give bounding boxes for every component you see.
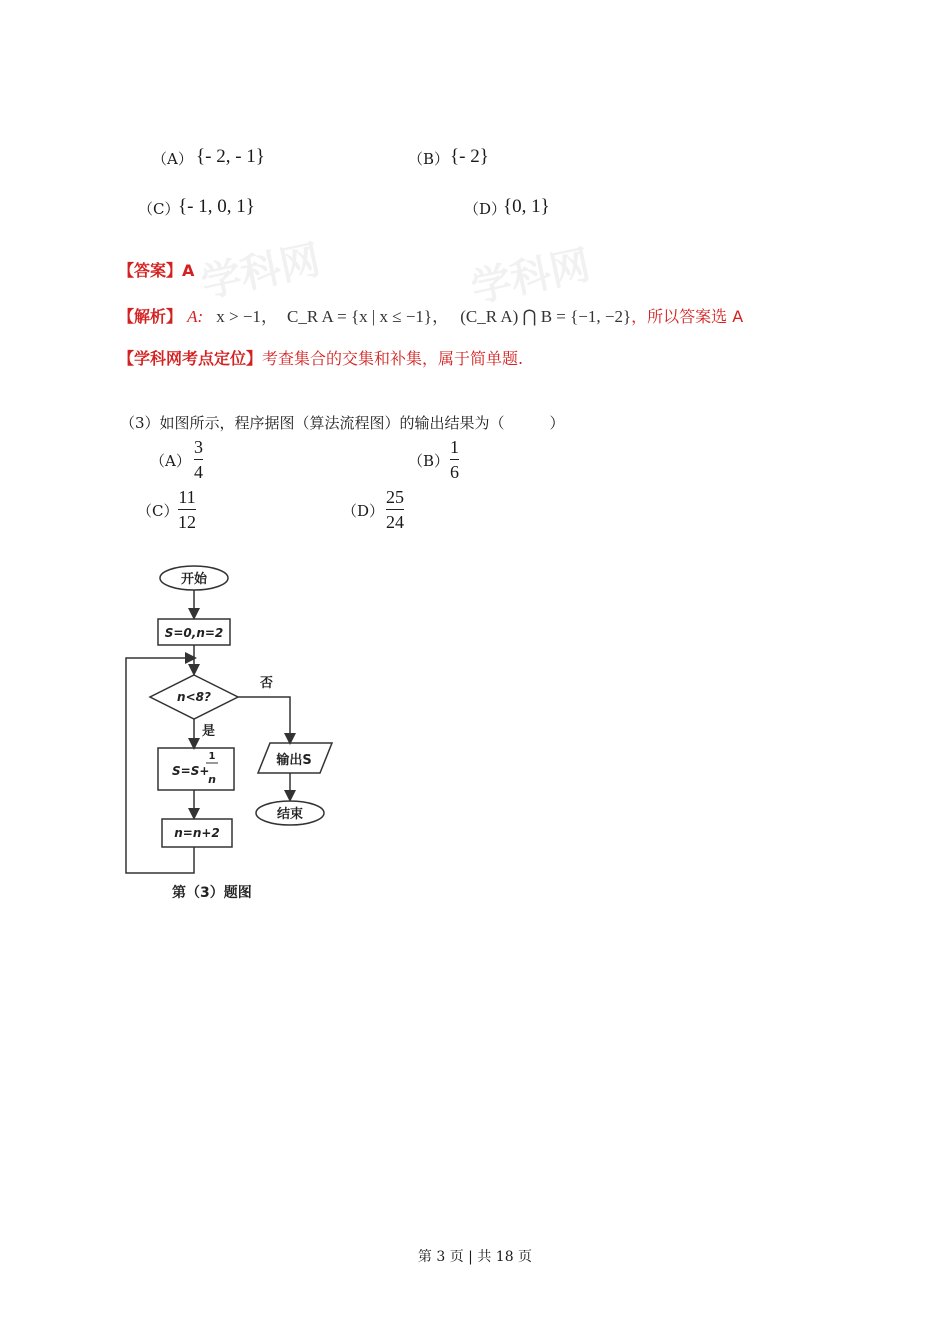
option-d-label: （D）: [464, 200, 507, 218]
flowchart-end-label: 结束: [276, 807, 304, 822]
analysis-expr2: C_R A = {x | x ≤ −1}: [287, 307, 433, 326]
q3-option-b-label: （B）: [408, 452, 450, 470]
watermark: 学科网: [467, 241, 595, 312]
answer-line: [118, 258, 194, 281]
analysis-sep1: ，: [260, 307, 278, 326]
fraction-bar: [386, 509, 404, 510]
flowchart-no-edge: [238, 697, 290, 742]
q3-option-c-label: （C）: [137, 502, 179, 520]
option-b-value: {- 2}: [450, 146, 489, 167]
q3-option-b-num: 1: [450, 437, 459, 457]
fraction-bar: [194, 459, 203, 460]
q3-option-c-num: 11: [178, 487, 196, 507]
answer-value: A: [182, 261, 195, 280]
flowchart-yes-label: 是: [202, 724, 216, 739]
option-a-value: {- 2, - 1}: [196, 146, 265, 167]
q3-option-d-label: （D）: [342, 502, 385, 520]
q3-option-d-num: 25: [386, 487, 404, 507]
kaodian-text: 考查集合的交集和补集，属于简单题.: [262, 349, 524, 368]
flowchart-no-label: 否: [260, 676, 274, 691]
option-a-label: （A）: [152, 150, 193, 168]
answer-tag: 【答案】: [118, 261, 183, 280]
flowchart-caption: 第（3）题图: [172, 885, 252, 901]
q3-option-a-fraction: [194, 436, 203, 483]
q3-option-a-label: （A）: [150, 452, 191, 470]
flowchart-increment-label: n=n+2: [174, 826, 220, 840]
option-c-value: {- 1, 0, 1}: [178, 196, 255, 217]
watermark: 学科网: [197, 236, 325, 307]
flowchart-condition-label: n<8?: [177, 690, 211, 704]
q3-option-c-fraction: [178, 486, 196, 533]
kaodian-line: [118, 346, 523, 369]
analysis-tag: 【解析】: [118, 307, 183, 326]
analysis-expr3: (C_R A) ⋂ B = {−1, −2}: [460, 307, 632, 326]
q3-option-d-den: 24: [386, 512, 404, 532]
q3-option-b-fraction: [450, 436, 459, 483]
analysis-conclusion: ，所以答案选 A: [631, 307, 744, 326]
flowchart-update-s-den: n: [208, 773, 216, 786]
flowchart-start-label: 开始: [180, 572, 208, 587]
q3-option-d-fraction: [386, 486, 404, 533]
fraction-bar: [178, 509, 196, 510]
kaodian-tag: 【学科网考点定位】: [118, 349, 263, 368]
flowchart: [110, 555, 360, 915]
flowchart-output-label: 输出S: [276, 753, 312, 768]
flowchart-update-s-num: 1: [208, 751, 216, 762]
analysis-lead: A:: [187, 307, 204, 326]
q3-option-a-num: 3: [194, 437, 203, 457]
q3-option-c-den: 12: [178, 512, 196, 532]
analysis-sep2: ，: [432, 307, 450, 326]
flowchart-update-s-left: S=S+: [172, 764, 210, 778]
question-3-text: （3）如图所示，程序据图（算法流程图）的输出结果为（ ）: [120, 414, 565, 432]
option-c-label: （C）: [138, 200, 180, 218]
q3-option-a-den: 4: [194, 462, 203, 482]
analysis-line: [118, 302, 743, 327]
analysis-expr1: x > −1: [216, 307, 261, 326]
flowchart-init-label: S=0,n=2: [164, 626, 224, 640]
q3-option-b-den: 6: [450, 462, 459, 482]
page-footer: 第 3 页 | 共 18 页: [417, 1249, 533, 1265]
fraction-bar: [450, 459, 459, 460]
option-b-label: （B）: [408, 150, 450, 168]
option-d-value: {0, 1}: [503, 196, 550, 217]
